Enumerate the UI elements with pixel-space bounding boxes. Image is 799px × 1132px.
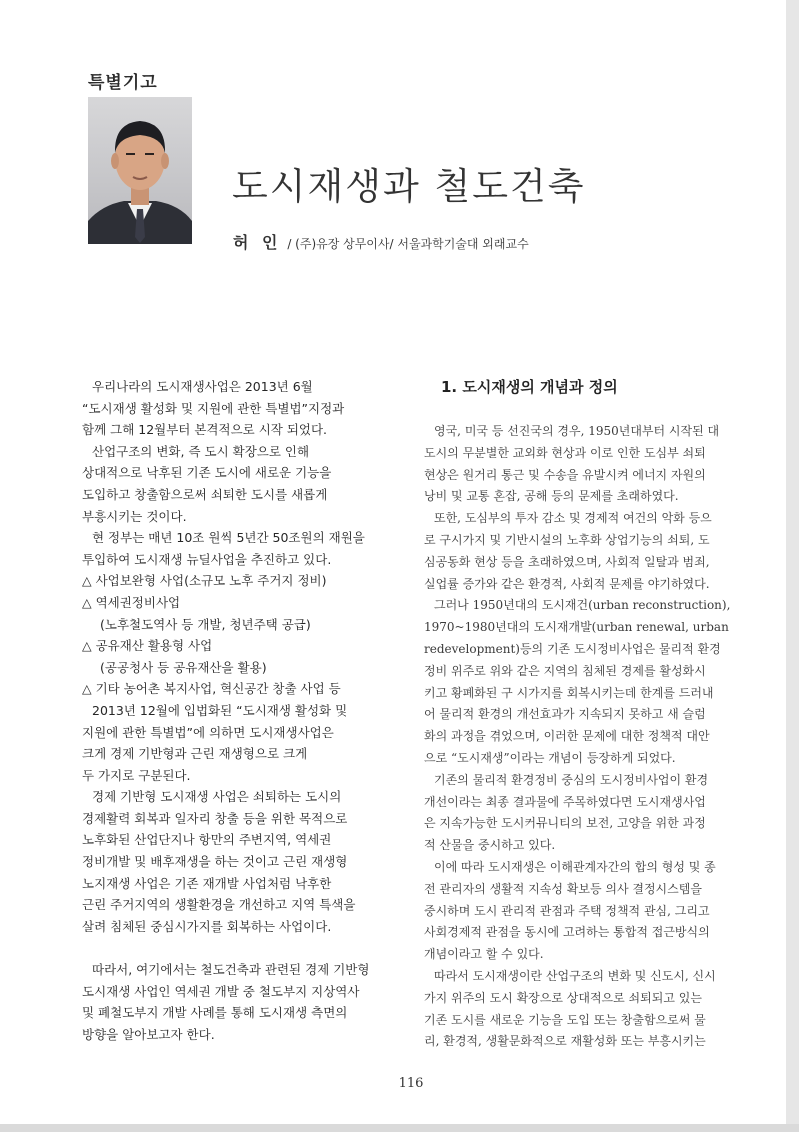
body-line: 도입하고 창출함으로써 쇠퇴한 도시를 새롭게 [82,486,328,502]
list-item: △ 역세권정비사업 [82,594,181,610]
paragraph-gap [82,937,412,959]
body-line: 근린 주거지역의 생활환경을 개선하고 지역 특색을 [82,897,356,913]
body-line: 가지 위주의 도시 확장으로 상대적으로 쇠퇴되고 있는 [424,990,702,1005]
body-line: 살려 침체된 중심시가지를 회복하는 사업이다. [82,918,332,934]
body-line: 및 폐철도부지 개발 사례를 통해 도시재생 측면의 [82,1005,348,1021]
left-column [82,376,412,1045]
body-line: 1970~1980년대의 도시재개발(urban renewal, urban [424,620,729,635]
body-line: 경제활력 회복과 일자리 창출 등을 위한 목적으로 [82,810,348,826]
body-line: 로 구시가지 및 기반시설의 노후화 상업기능의 쇠퇴, 도 [424,532,710,547]
body-line: 도시재생 사업인 역세권 개발 중 철도부지 지상역사 [82,983,360,999]
body-line: 현 정부는 매년 10조 원씩 5년간 50조원의 재원을 [92,530,365,546]
body-line: 심공동화 현상 등을 초래하였으며, 사회적 일탈과 범죄, [424,554,710,569]
body-line: 경제 기반형 도시재생 사업은 쇠퇴하는 도시의 [92,789,342,805]
body-line: 따라서, 여기에서는 철도건축과 관련된 경제 기반형 [92,962,370,978]
body-line: 부흥시키는 것이다. [82,508,187,524]
section-heading: 1. 도시재생의 개념과 정의 [441,378,618,396]
body-line: 현상은 원거리 통근 및 수송을 유발시켜 에너지 자원의 [424,467,706,482]
author-name: 허 인 [233,233,282,252]
body-line: 실업률 증가와 같은 환경적, 사회적 문제를 야기하였다. [424,576,710,591]
body-line: 키고 황폐화된 구 시가지를 회복시키는데 한계를 드러내 [424,685,714,700]
body-line: 정비 위주로 위와 같은 지역의 침체된 경제를 활성화시 [424,663,706,678]
body-line: 사회경제적 관점을 동시에 고려하는 통합적 접근방식의 [424,925,710,940]
list-item-detail: (노후철도역사 등 개발, 청년주택 공급) [100,616,311,632]
body-line: 적 산물을 중시하고 있다. [424,838,556,853]
body-line: 기존의 물리적 환경정비 중심의 도시정비사업이 환경 [434,772,709,787]
body-line: 지원에 관한 특별법”에 의하면 도시재생사업은 [82,724,334,740]
body-line: 개념이라고 할 수 있다. [424,947,544,962]
body-line: 영국, 미국 등 선진국의 경우, 1950년대부터 시작된 대 [434,424,720,438]
body-line: 낭비 및 교통 혼잡, 공해 등의 문제를 초래하였다. [424,489,679,504]
body-line: 크게 경제 기반형과 근린 재생형으로 크게 [82,746,308,762]
body-line: 기존 도시를 새로운 기능을 도입 또는 창출함으로써 물 [424,1012,706,1027]
body-line: 노지재생 사업은 기존 재개발 사업처럼 낙후한 [82,875,332,891]
list-item: △ 사업보완형 사업(소규모 노후 주거지 정비) [82,573,327,589]
body-line: 노후화된 산업단지나 항만의 주변지역, 역세권 [82,832,332,848]
byline [233,230,529,253]
body-line: 방향을 알아보고자 한다. [82,1026,215,1042]
list-item: △ 기타 농어촌 복지사업, 혁신공간 창출 사업 등 [82,681,341,697]
body-line: 중시하며 도시 관리적 관점과 주택 정책적 관심, 그리고 [424,903,710,918]
body-line: 2013년 12월에 입법화된 “도시재생 활성화 및 [92,702,348,718]
body-line: 정비개발 및 배후재생을 하는 것이고 근린 재생형 [82,854,348,870]
body-line: 또한, 도심부의 투자 감소 및 경제적 여건의 악화 등으 [434,511,712,526]
body-line: redevelopment)등의 기존 도시정비사업은 물리적 환경 [424,641,721,656]
section-tag: 특별기고 [88,73,158,93]
body-line: 상대적으로 낙후된 기존 도시에 새로운 기능을 [82,465,332,481]
page-number: 116 [398,1076,424,1091]
body-line: 리, 환경적, 생활문화적으로 재활성화 또는 부흥시키는 [424,1034,706,1049]
author-portrait [88,97,192,244]
page-bottom-shadow [0,1124,799,1132]
body-line: 도시의 무분별한 교외화 현상과 이로 인한 도심부 쇠퇴 [424,445,706,460]
body-line: 개선이라는 최종 결과물에 주목하였다면 도시재생사업 [424,794,706,809]
body-line: 이에 따라 도시재생은 이해관계자간의 합의 형성 및 종 [434,859,716,874]
list-item-detail: (공공청사 등 공유재산을 활용) [100,659,267,675]
body-line: 우리나라의 도시재생사업은 2013년 6월 [92,379,313,394]
body-line: 투입하여 도시재생 뉴딜사업을 추진하고 있다. [82,551,332,567]
author-affiliation: / (주)유장 상무이사/ 서울과학기술대 외래교수 [287,237,529,251]
body-line: 산업구조의 변화, 즉 도시 확장으로 인해 [92,443,310,459]
body-line: 으로 “도시재생”이라는 개념이 등장하게 되었다. [424,750,676,765]
body-line: 그러나 1950년대의 도시재건(urban reconstruction), [434,598,731,613]
portrait-illustration [88,97,192,244]
body-line: 함께 그해 12월부터 본격적으로 시작 되었다. [82,422,328,438]
body-line: 두 가지로 구분된다. [82,767,191,783]
body-line: 따라서 도시재생이란 산업구조의 변화 및 신도시, 신시 [434,968,716,983]
article-title: 도시재생과 철도건축 [232,165,586,208]
body-line: 전 관리자의 생활적 지속성 확보등 의사 결정시스템을 [424,881,702,896]
body-line: 화의 과정을 겪었으며, 이러한 문제에 대한 정책적 대안 [424,729,710,744]
body-line: 어 물리적 환경의 개선효과가 지속되지 못하고 새 슬럼 [424,707,706,722]
page-edge-shadow [786,0,799,1132]
body-line: 은 지속가능한 도시커뮤니티의 보전, 고양을 위한 과정 [424,816,706,831]
right-column [424,421,756,1053]
list-item: △ 공유재산 활용형 사업 [82,638,213,654]
body-line: “도시재생 활성화 및 지원에 관한 특별법”지정과 [82,400,345,416]
